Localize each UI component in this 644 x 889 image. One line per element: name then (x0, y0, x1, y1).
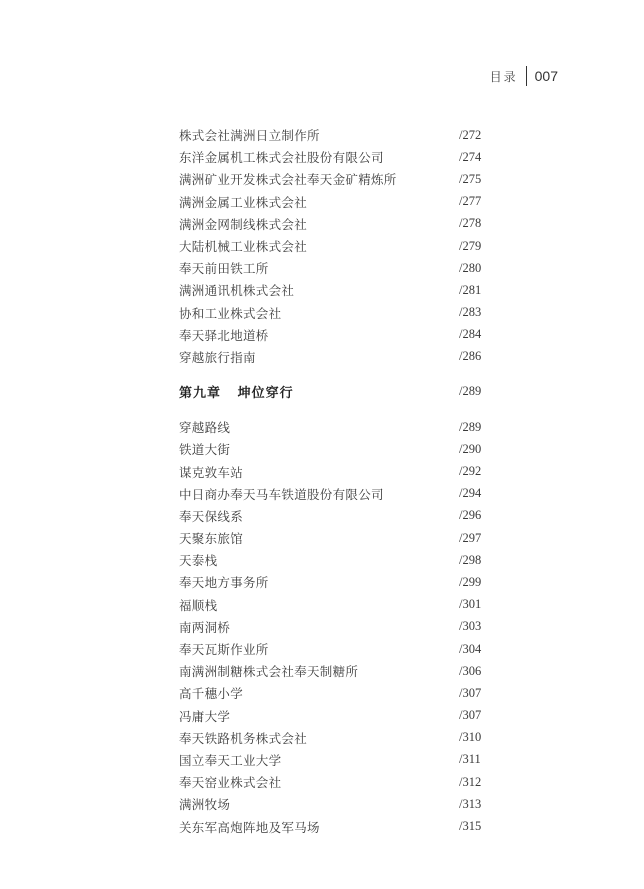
chapter-title: 第九章 坤位穿行 (179, 385, 294, 401)
toc-entry-page: /311 (459, 752, 481, 767)
toc-entry-page: /310 (459, 730, 482, 745)
toc-entry-title: 奉天铁路机务株式会社 (179, 730, 308, 746)
toc-entry-page: /312 (459, 774, 482, 789)
toc-entry (179, 124, 489, 146)
toc-entry (179, 549, 489, 571)
toc-entry-title: 冯庸大学 (179, 708, 231, 724)
toc-entry-page: /281 (459, 282, 482, 297)
toc-entry-page: /301 (459, 597, 482, 612)
toc-entry (179, 279, 489, 301)
toc-entry-title: 满洲通讯机株式会社 (179, 283, 295, 299)
toc-entry (179, 346, 489, 368)
toc-entry (179, 660, 489, 682)
toc-entry (179, 682, 489, 704)
toc-entry (179, 638, 489, 660)
toc-entry-title: 穿越旅行指南 (179, 349, 256, 365)
toc-entry-title: 铁道大街 (179, 442, 231, 458)
toc-entry (179, 815, 489, 837)
toc-entry (179, 727, 489, 749)
toc-entry-title: 满洲金属工业株式会社 (179, 194, 308, 210)
toc-entry (179, 416, 489, 438)
toc-entry-title: 大陆机械工业株式会社 (179, 239, 308, 255)
toc-entry-title: 奉天地方事务所 (179, 575, 269, 591)
toc-entry-page: /299 (459, 574, 482, 589)
toc-section-after (179, 416, 489, 838)
toc-entry-title: 天泰栈 (179, 553, 218, 569)
toc-entry-page: /298 (459, 552, 482, 567)
toc-entry-page: /286 (459, 349, 482, 364)
header-divider (526, 66, 527, 86)
toc-entry-page: /296 (459, 508, 482, 523)
toc-entry-title: 东洋金属机工株式会社股份有限公司 (179, 150, 384, 166)
toc-entry-page: /303 (459, 619, 482, 634)
toc-entry-title: 国立奉天工业大学 (179, 752, 282, 768)
toc-entry-page: /277 (459, 194, 482, 209)
toc-entry-page: /290 (459, 441, 482, 456)
toc-entry-page: /313 (459, 796, 482, 811)
toc-entry-title: 奉天瓦斯作业所 (179, 642, 269, 658)
toc-entry-page: /289 (459, 419, 482, 434)
toc-entry-page: /307 (459, 708, 482, 723)
toc-entry (179, 505, 489, 527)
toc-entry-page: /280 (459, 260, 482, 275)
toc-entry (179, 460, 489, 482)
toc-entry-title: 株式会社满洲日立制作所 (179, 128, 320, 144)
toc-entry (179, 168, 489, 190)
toc-entry-title: 关东军高炮阵地及军马场 (179, 819, 320, 835)
toc-entry-page: /274 (459, 149, 482, 164)
toc-entry (179, 257, 489, 279)
toc-entry-page: /284 (459, 327, 482, 342)
toc-entry (179, 571, 489, 593)
toc-entry (179, 616, 489, 638)
toc-entry-page: /292 (459, 464, 482, 479)
toc-entry-page: /278 (459, 216, 482, 231)
toc-entry-page: /294 (459, 486, 482, 501)
toc-entry (179, 705, 489, 727)
toc-entry-page: /304 (459, 641, 482, 656)
toc-entry (179, 302, 489, 324)
section-label: 目录 (489, 69, 518, 84)
toc-entry-page: /275 (459, 171, 482, 186)
toc-entry (179, 146, 489, 168)
chapter-page: /289 (459, 383, 482, 398)
toc-entry-title: 南两洞桥 (179, 619, 231, 635)
toc-entry-page: /307 (459, 685, 482, 700)
toc-entry (179, 191, 489, 213)
toc-entry-title: 高千穗小学 (179, 686, 244, 702)
toc-entry (179, 483, 489, 505)
toc-entry-title: 穿越路线 (179, 420, 231, 436)
toc-entry-page: /315 (459, 819, 482, 834)
toc-entry-title: 福顺栈 (179, 597, 218, 613)
toc-entry-title: 满洲金网制线株式会社 (179, 216, 308, 232)
toc-entry-title: 满洲矿业开发株式会社奉天金矿精炼所 (179, 172, 397, 188)
chapter-heading (179, 380, 489, 402)
toc-entry-page: /283 (459, 305, 482, 320)
toc-section-before (179, 124, 489, 368)
toc-entry (179, 793, 489, 815)
toc-entry-title: 中日商办奉天马车铁道股份有限公司 (179, 486, 384, 502)
toc-entry-title: 协和工业株式会社 (179, 305, 282, 321)
toc-entry (179, 235, 489, 257)
toc-entry-page: /272 (459, 127, 482, 142)
toc-entry-title: 谋克敦车站 (179, 464, 244, 480)
page-header (490, 66, 558, 86)
toc-entry-title: 天聚东旅馆 (179, 531, 244, 547)
page-number: 007 (534, 68, 558, 84)
toc-entry-page: /306 (459, 663, 482, 678)
toc-entry (179, 324, 489, 346)
toc-entry (179, 749, 489, 771)
toc-entry (179, 213, 489, 235)
toc-entry-page: /279 (459, 238, 482, 253)
toc-entry-title: 奉天保线系 (179, 508, 244, 524)
toc-entry (179, 594, 489, 616)
toc-entry (179, 438, 489, 460)
toc-entry (179, 771, 489, 793)
toc-entry-title: 奉天驿北地道桥 (179, 327, 269, 343)
table-of-contents (179, 124, 489, 838)
toc-entry-title: 奉天前田铁工所 (179, 261, 269, 277)
toc-entry-title: 奉天窑业株式会社 (179, 775, 282, 791)
toc-entry-title: 南满洲制糖株式会社奉天制糖所 (179, 664, 359, 680)
toc-entry-page: /297 (459, 530, 482, 545)
toc-entry (179, 527, 489, 549)
toc-entry-title: 满洲牧场 (179, 797, 231, 813)
